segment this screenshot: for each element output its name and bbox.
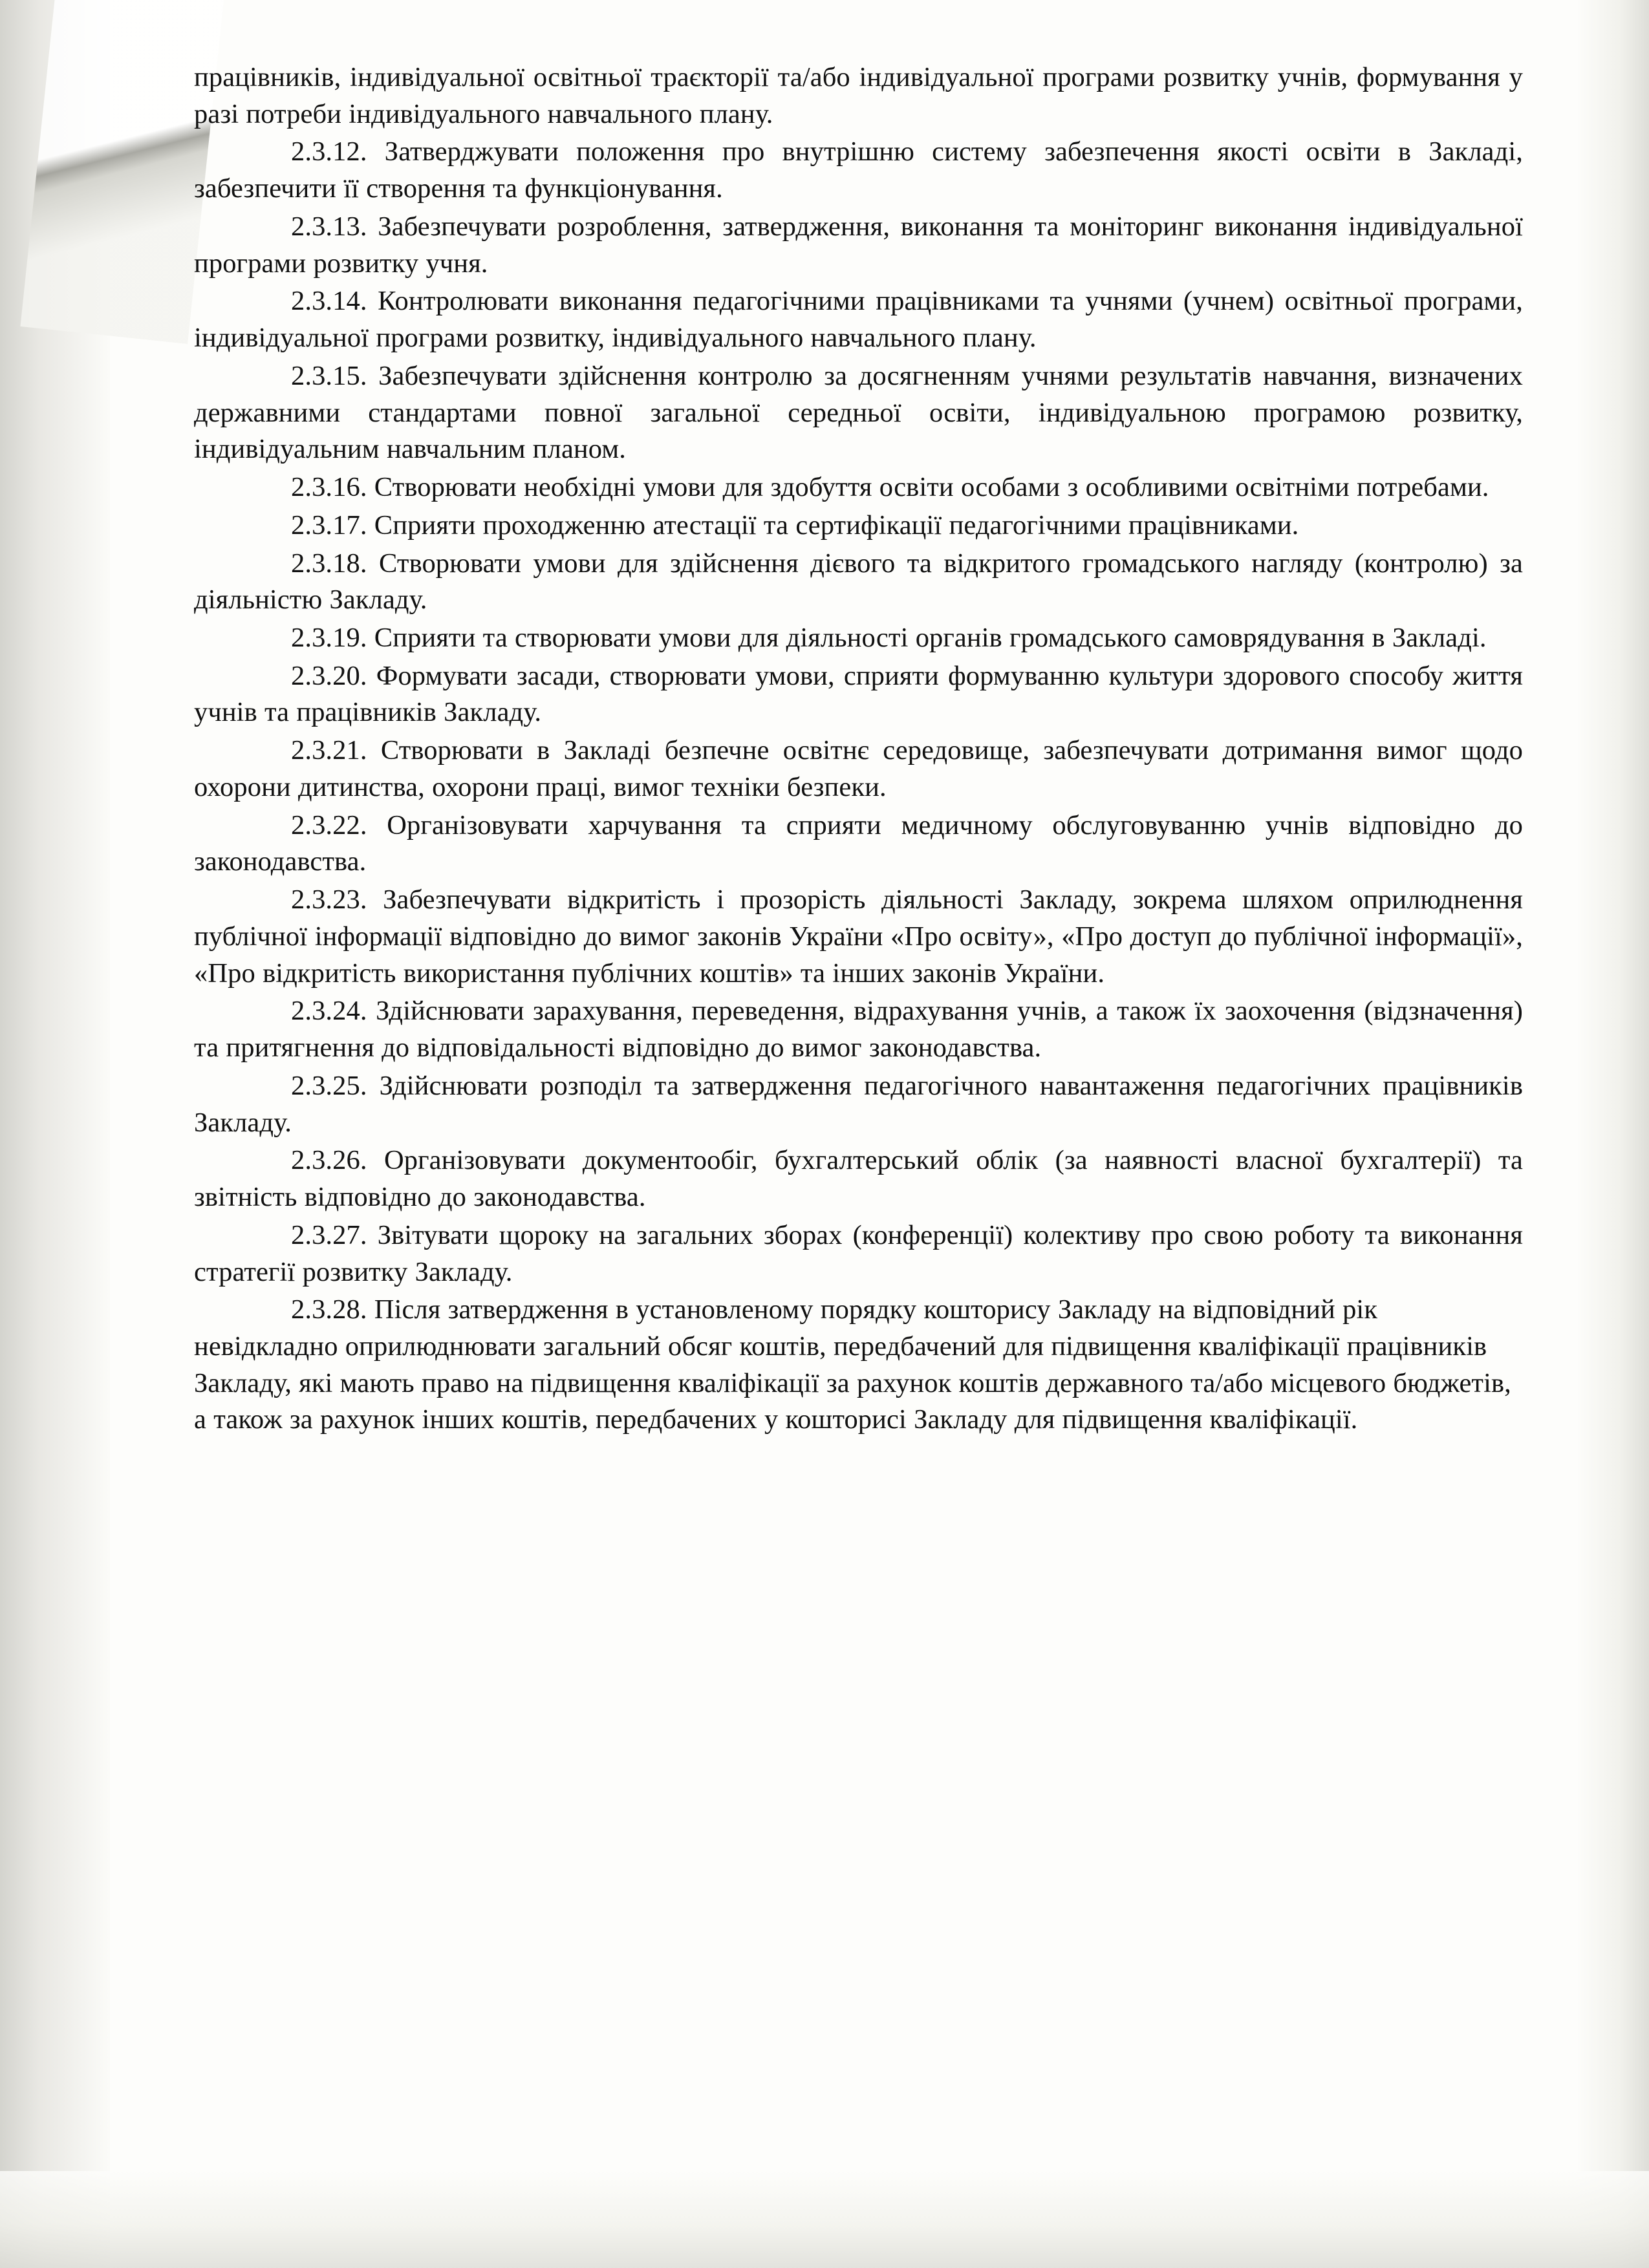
- paragraph-carryover: працівників, індивідуальної освітньої траєкторії та/або індивідуальної програми розвитку учнів, формування у разі потреби індивідуального навчального плану.: [194, 62, 1523, 129]
- paragraph-2-3-13: 2.3.13. Забезпечувати розроблення, затвердження, виконання та моніторинг виконання індивідуальної програми розвитку учня.: [194, 211, 1523, 279]
- paragraph-2-3-24: 2.3.24. Здійснювати зарахування, переведення, відрахування учнів, а також їх заохочення (відзначення) та притягнення до відповідальності відповідно до вимог законодавства.: [194, 996, 1523, 1064]
- paragraph-2-3-18: 2.3.18. Створювати умови для здійснення дієвого та відкритого громадського нагляду (контролю) за діяльністю Закладу.: [194, 548, 1523, 615]
- paragraph-2-3-15: 2.3.15. Забезпечувати здійснення контролю за досягненням учнями результатів навчання, визначених державними стандартами повної загальної середньої освіти, індивідуальною програмою розвитку, індивідуальним навчальним планом.: [194, 360, 1523, 465]
- paragraph-2-3-23: 2.3.23. Забезпечувати відкритість і прозорість діяльності Закладу, зокрема шляхом оприлюднення публічної інформації відповідно до вимог законів України «Про освіту», «Про доступ до публічної інформації», «Про відкритість використання публічних коштів» та інших законів України.: [194, 884, 1523, 989]
- paragraph-2-3-12: 2.3.12. Затверджувати положення про внутрішню систему забезпечення якості освіти в Закладі, забезпечити її створення та функціонування.: [194, 136, 1523, 204]
- scan-shadow-right: [1578, 0, 1649, 2268]
- paragraph-2-3-21: 2.3.21. Створювати в Закладі безпечне освітнє середовище, забезпечувати дотримання вимог щодо охорони дитинства, охорони праці, вимог техніки безпеки.: [194, 735, 1523, 802]
- paragraph-2-3-26: 2.3.26. Організовувати документообіг, бухгалтерський облік (за наявності власної бухгалтерії) та звітність відповідно до законодавства.: [194, 1145, 1523, 1213]
- paragraph-2-3-28: 2.3.28. Після затвердження в установленому порядку кошторису Закладу на відповідний рік невідкладно оприлюднювати загальний обсяг коштів, передбачений для підвищення кваліфікації працівників Закладу, які мають право на підвищення кваліфікації за рахунок коштів державного та/або місцевого бюджетів, а також за рахунок інших коштів, передбачених у кошторисі Закладу для підвищення кваліфікації.: [194, 1294, 1511, 1435]
- document-body: [194, 59, 1523, 1440]
- paragraph-2-3-17: 2.3.17. Сприяти проходженню атестації та сертифікації педагогічними працівниками.: [291, 509, 1299, 540]
- paragraph-2-3-22: 2.3.22. Організовувати харчування та сприяти медичному обслуговуванню учнів відповідно до законодавства.: [194, 809, 1523, 877]
- paragraph-2-3-19: 2.3.19. Сприяти та створювати умови для діяльності органів громадського самоврядування в Закладі.: [291, 623, 1487, 654]
- scan-shadow-bottom: [0, 2171, 1649, 2268]
- paragraph-2-3-14: 2.3.14. Контролювати виконання педагогічними працівниками та учнями (учнем) освітньої програми, індивідуальної програми розвитку, індивідуального навчального плану.: [194, 286, 1523, 354]
- paragraph-2-3-25: 2.3.25. Здійснювати розподіл та затвердження педагогічного навантаження педагогічних працівників Закладу.: [194, 1070, 1523, 1138]
- paragraph-2-3-20: 2.3.20. Формувати засади, створювати умови, сприяти формуванню культури здорового способу життя учнів та працівників Закладу.: [194, 660, 1523, 728]
- paragraph-2-3-27: 2.3.27. Звітувати щороку на загальних зборах (конференції) колективу про свою роботу та виконання стратегії розвитку Закладу.: [194, 1219, 1523, 1287]
- scan-shadow-left: [0, 0, 110, 2268]
- paragraph-2-3-16: 2.3.16. Створювати необхідні умови для здобуття освіти особами з особливими освітніми потребами.: [291, 472, 1489, 503]
